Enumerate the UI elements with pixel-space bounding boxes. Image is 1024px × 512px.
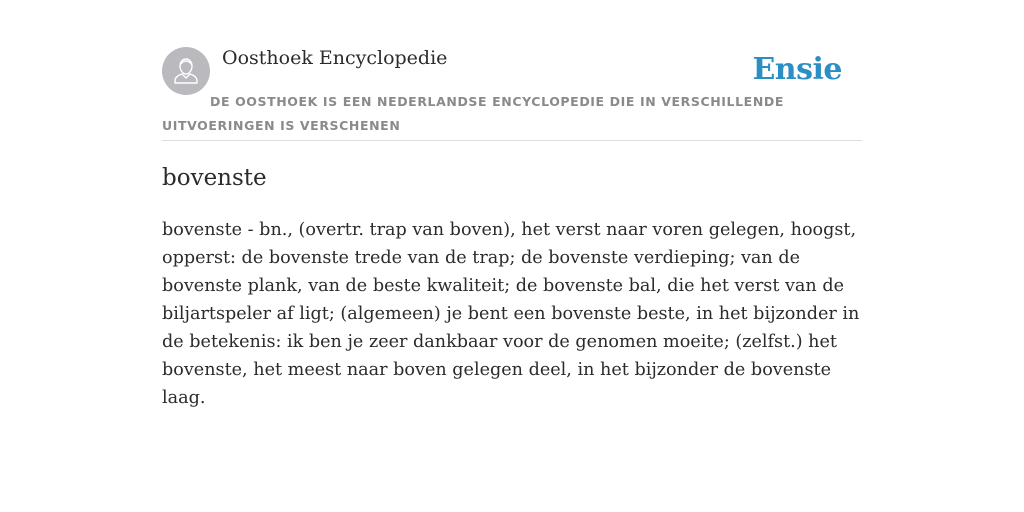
- source-header: [162, 46, 862, 141]
- source-description: DE OOSTHOEK IS EEN NEDERLANDSE ENCYCLOPEDIE DIE IN VERSCHILLENDE UITVOERINGEN IS VERSCHENEN: [162, 94, 784, 133]
- entry-definition: bovenste - bn., (overtr. trap van boven), het verst naar voren gelegen, hoogst, opperst: de bovenste trede van de trap; de bovenste verdieping; van de bovenste plank, van de beste kwaliteit; de bovenste bal, die het verst van de biljartspeler af ligt; (algemeen) je bent een bovenste beste, in het bijzonder in de betekenis: ik ben je zeer dankbaar voor de genomen moeite; (zelfst.) het bovenste, het meest naar boven gelegen deel, in het bijzonder de bovenste laag.: [162, 220, 860, 408]
- source-title[interactable]: Oosthoek Encyclopedie: [222, 47, 448, 69]
- entry-title: bovenste: [162, 165, 267, 191]
- brand-logo[interactable]: Ensie: [752, 52, 842, 87]
- user-silhouette-icon: [162, 47, 210, 95]
